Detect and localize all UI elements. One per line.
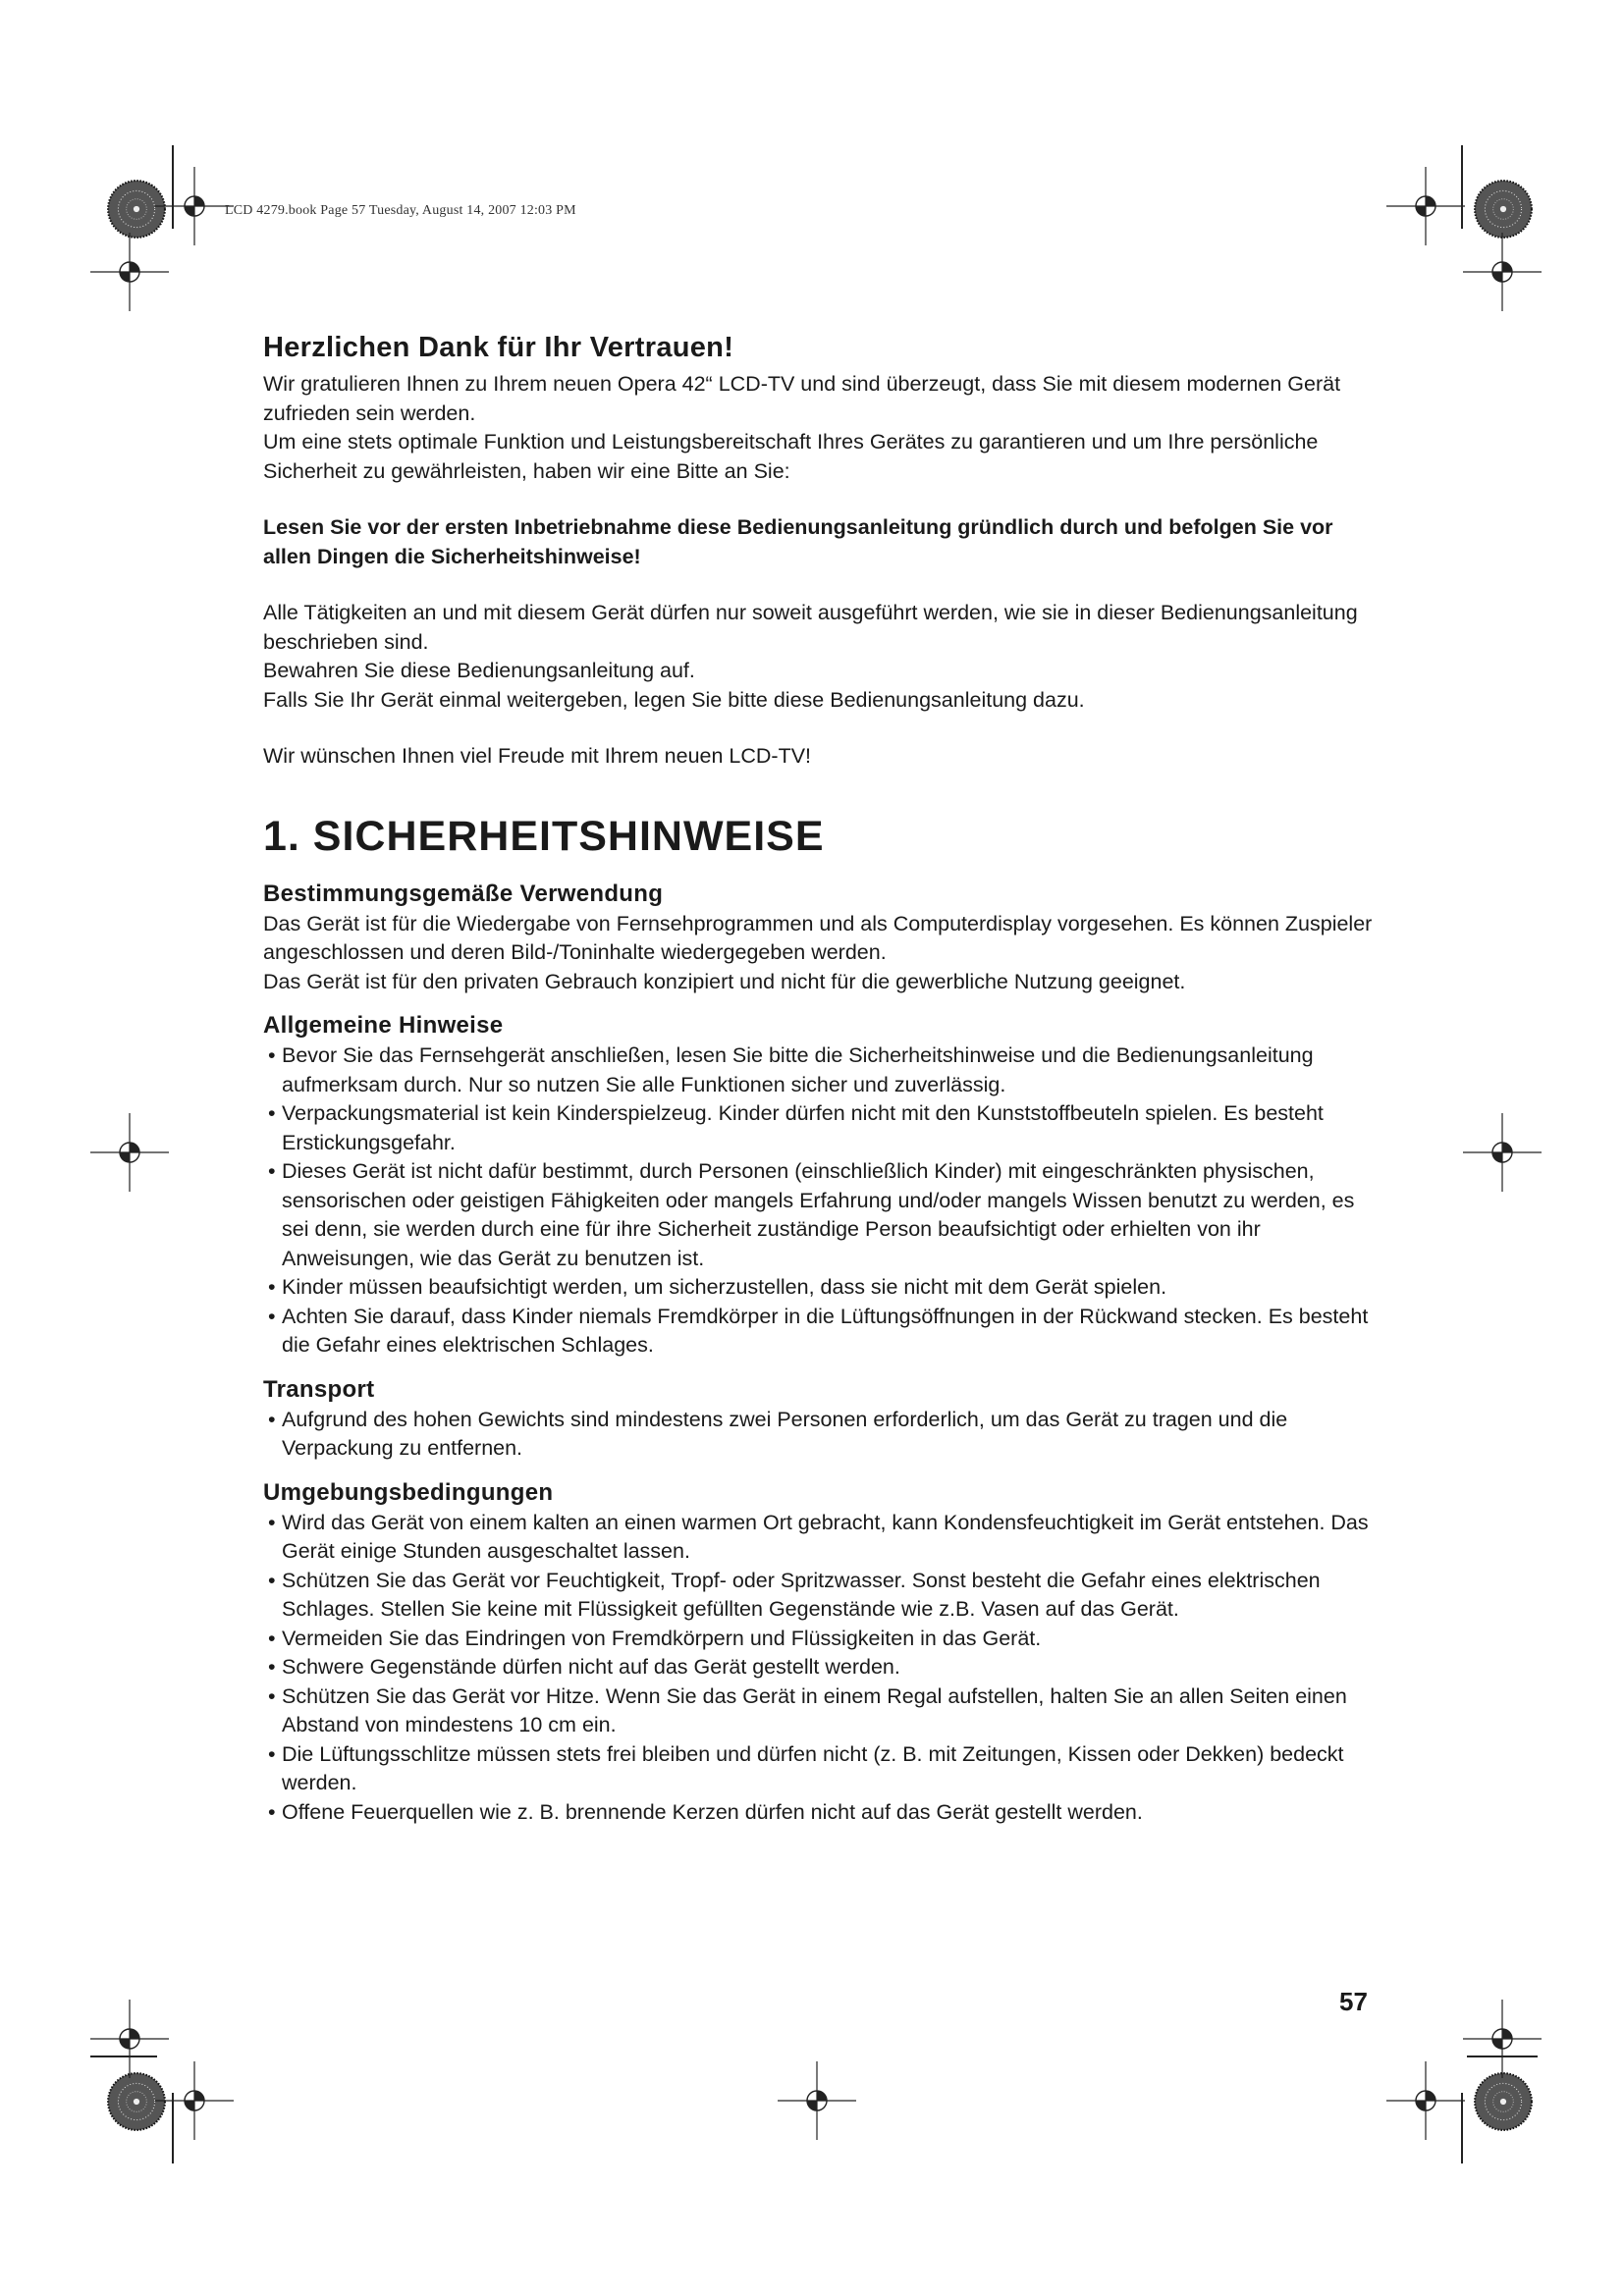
intro-paragraph: Bewahren Sie diese Bedienungsanleitung auf. (263, 659, 695, 682)
registration-mark-icon (90, 1113, 169, 1192)
page-content (263, 332, 1373, 1827)
registration-mark-icon (1463, 2000, 1542, 2078)
intro-paragraph: Wir gratulieren Ihnen zu Ihrem neuen Opera 42“ LCD-TV und sind überzeugt, dass Sie mit diesem modernen Gerät zufrieden sein werden. (263, 372, 1341, 425)
section-title: Bestimmungsgemäße Verwendung (263, 880, 664, 907)
intro-paragraph: Alle Tätigkeiten an und mit diesem Gerät dürfen nur soweit ausgeführt werden, wie sie in dieser Bedienungsanleitung beschrieben sind. (263, 601, 1358, 654)
crop-mark (1461, 145, 1463, 229)
registration-mark-icon (1463, 1113, 1542, 1192)
list-item: • Bevor Sie das Fernsehgerät anschließen, lesen Sie bitte die Sicherheitshinweise und die Bedienungsanleitung aufmerksam durch. Nur so nutzen Sie alle Funktionen sicher und zuverlässig. (268, 1043, 1314, 1096)
section-title: Umgebungsbedingungen (263, 1478, 554, 1506)
color-wheel-icon (1473, 179, 1534, 240)
crop-mark (172, 145, 174, 229)
section-title: Transport (263, 1375, 375, 1403)
list-item: • Die Lüftungsschlitze müssen stets frei bleiben und dürfen nicht (z. B. mit Zeitungen, Kissen oder Dekken) bedeckt werden. (268, 1741, 1344, 1794)
page-number: 57 (1339, 1987, 1368, 2016)
list-item: • Aufgrund des hohen Gewichts sind mindestens zwei Personen erforderlich, um das Gerät zu tragen und die Verpackung zu entfernen. (268, 1407, 1288, 1460)
chapter-title: 1. SICHERHEITSHINWEISE (263, 812, 825, 860)
list-item: • Kinder müssen beaufsichtigt werden, um sicherzustellen, dass sie nicht mit dem Gerät spielen. (268, 1275, 1167, 1299)
list-item: • Schützen Sie das Gerät vor Feuchtigkeit, Tropf- oder Spritzwasser. Sonst besteht die Gefahr eines elektrischen Schlages. Stellen Sie keine mit Flüssigkeit gefüllten Gegenstände wie z.B. Vasen auf das Gerät. (268, 1568, 1321, 1621)
print-info-header: LCD 4279.book Page 57 Tuesday, August 14, 2007 12:03 PM (225, 203, 576, 218)
list-item: • Achten Sie darauf, dass Kinder niemals Fremdkörper in die Lüftungsöffnungen in der Rückwand stecken. Es besteht die Gefahr eines elektrischen Schlages. (268, 1304, 1369, 1357)
registration-mark-icon (1463, 233, 1542, 311)
crop-mark (1467, 2056, 1538, 2057)
safety-notice: Lesen Sie vor der ersten Inbetriebnahme diese Bedienungsanleitung gründlich durch und befolgen Sie vor allen Dingen die Sicherheitshinweise! (263, 515, 1333, 568)
list-item: • Schwere Gegenstände dürfen nicht auf das Gerät gestellt werden. (268, 1655, 900, 1679)
list-item: • Offene Feuerquellen wie z. B. brennende Kerzen dürfen nicht auf das Gerät gestellt werden. (268, 1799, 1143, 1824)
crop-mark (1461, 2093, 1463, 2163)
intro-title: Herzlichen Dank für Ihr Vertrauen! (263, 332, 734, 363)
registration-mark-icon (778, 2061, 856, 2140)
section-paragraph: Das Gerät ist für den privaten Gebrauch konzipiert und nicht für die gewerbliche Nutzung geeignet. (263, 969, 1186, 993)
crop-mark (172, 2093, 174, 2163)
crop-mark (90, 2056, 157, 2057)
list-item: • Schützen Sie das Gerät vor Hitze. Wenn Sie das Gerät in einem Regal aufstellen, halten Sie an allen Seiten einen Abstand von mindestens 10 cm ein. (268, 1683, 1347, 1736)
intro-paragraph: Falls Sie Ihr Gerät einmal weitergeben, legen Sie bitte diese Bedienungsanleitung dazu. (263, 687, 1085, 712)
bullet-list (263, 1041, 1373, 1361)
registration-mark-icon (1386, 2061, 1465, 2140)
registration-mark-icon (1386, 167, 1465, 245)
color-wheel-icon (1473, 2071, 1534, 2132)
list-item: • Vermeiden Sie das Eindringen von Fremdkörpern und Flüssigkeiten in das Gerät. (268, 1626, 1042, 1650)
registration-mark-icon (155, 2061, 234, 2140)
bullet-list (263, 1406, 1373, 1464)
intro-closing: Wir wünschen Ihnen viel Freude mit Ihrem neuen LCD-TV! (263, 744, 812, 768)
section-title: Allgemeine Hinweise (263, 1012, 504, 1039)
registration-mark-icon (90, 233, 169, 311)
list-item: • Wird das Gerät von einem kalten an einen warmen Ort gebracht, kann Kondensfeuchtigkeit im Gerät entstehen. Das Gerät einige Stunden ausgeschaltet lassen. (268, 1510, 1369, 1563)
bullet-list (263, 1509, 1373, 1828)
intro-paragraph: Um eine stets optimale Funktion und Leistungsbereitschaft Ihres Gerätes zu garantieren und um Ihre persönliche Sicherheit zu gewährleisten, haben wir eine Bitte an Sie: (263, 430, 1319, 483)
list-item: • Dieses Gerät ist nicht dafür bestimmt, durch Personen (einschließlich Kinder) mit eingeschränkten physischen, sensorischen oder geistigen Fähigkeiten oder mangels Erfahrung und/oder mangels Wissen benutzt zu werden, es sei denn, sie werden durch eine für ihre Sicherheit zuständige Person beaufsichtigt oder erhielten von ihr Anweisungen, wie das Gerät zu benutzen ist. (268, 1159, 1355, 1270)
section-paragraph: Das Gerät ist für die Wiedergabe von Fernsehprogrammen und als Computerdisplay vorgesehen. Es können Zuspieler angeschlossen und deren Bild-/Toninhalte wiedergegeben werden. (263, 911, 1373, 964)
list-item: • Verpackungsmaterial ist kein Kinderspielzeug. Kinder dürfen nicht mit den Kunststoffbeuteln spielen. Es besteht Erstickungsgefahr. (268, 1101, 1324, 1154)
